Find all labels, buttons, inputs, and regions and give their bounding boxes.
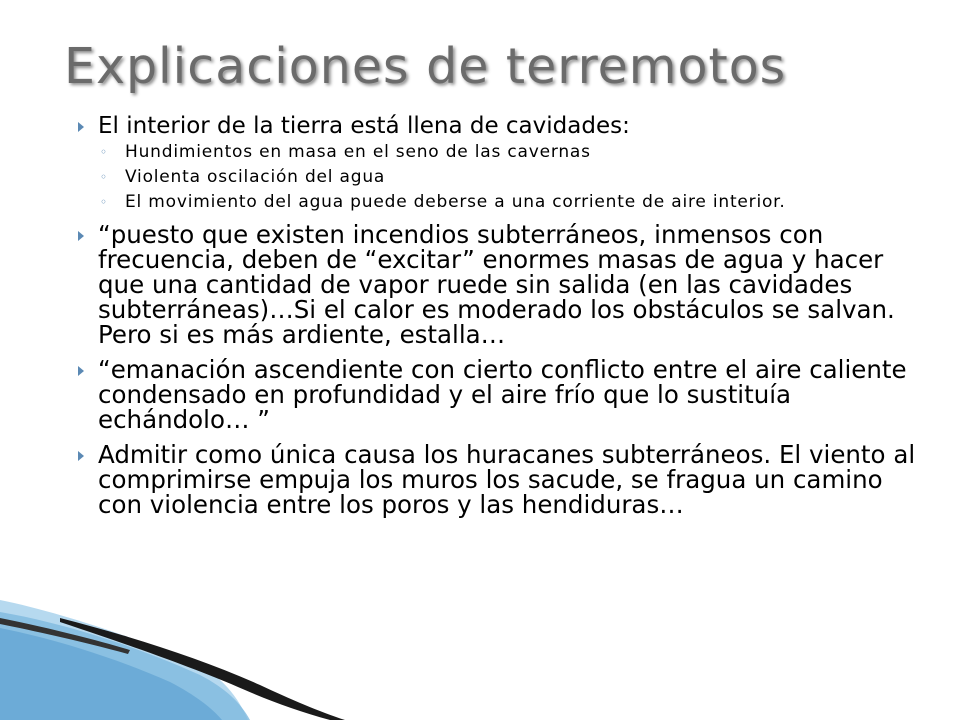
bullet-text: El interior de la tierra está llena de cavidades: [98, 113, 630, 139]
hollow-circle-icon: ◦ [100, 145, 108, 159]
sub-bullet-hundimientos [98, 143, 928, 162]
bullet-text: “puesto que existen incendios subterráneos, inmensos con frecuencia, deben de “excitar” enormes masas de agua y hacer que una cantidad de vapor ruede sin salida (en las cavidades subterráneas)…Si el calor es moderado los obstáculos se salvan. Pero si es más ardiente, estalla… [98, 220, 895, 349]
sub-bullet-text: Violenta oscilación del agua [125, 167, 386, 187]
triangle-right-icon [78, 451, 84, 461]
hollow-circle-icon: ◦ [100, 195, 108, 209]
triangle-right-icon [78, 122, 84, 132]
sub-bullet-text: Hundimientos en masa en el seno de las cavernas [125, 142, 591, 162]
bullet-text: Admitir como única causa los huracanes subterráneos. El viento al comprimirse empuja los muros los sacude, se fragua un camino con violencia entre los poros y las hendiduras… [98, 440, 916, 519]
bullet-emanacion [78, 357, 928, 432]
slide-title: Explicaciones de terremotos [64, 38, 787, 95]
bullet-cavidades [78, 113, 928, 139]
wave-decoration-blue [0, 600, 250, 720]
slide-content [78, 113, 928, 527]
hollow-circle-icon: ◦ [100, 170, 108, 184]
triangle-right-icon [78, 366, 84, 376]
bullet-huracanes [78, 442, 928, 517]
sub-bullet-text: El movimiento del agua puede deberse a una corriente de aire interior. [125, 192, 786, 212]
sub-bullet-list [98, 143, 928, 212]
sub-bullet-oscilacion [98, 168, 928, 187]
bullet-incendios [78, 222, 928, 347]
triangle-right-icon [78, 231, 84, 241]
sub-bullet-movimiento [98, 193, 928, 212]
bullet-text: “emanación ascendiente con cierto conflicto entre el aire caliente condensado en profundidad y el aire frío que lo sustituía echándolo… ” [98, 355, 907, 434]
